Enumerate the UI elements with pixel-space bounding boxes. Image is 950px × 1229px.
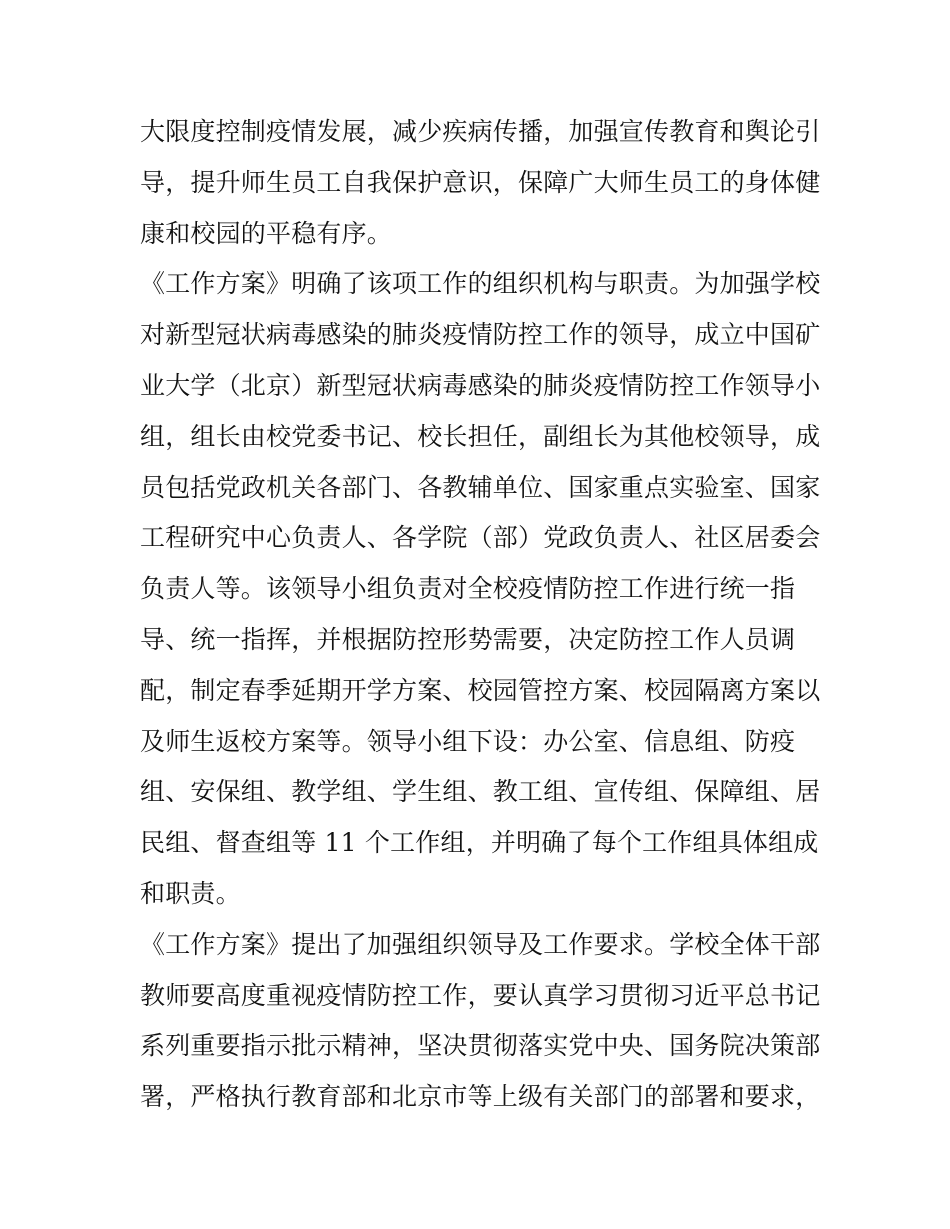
text-line: 和职责。 (140, 878, 241, 908)
text-line: 组、安保组、教学组、学生组、教工组、宣传组、保障组、居 (140, 777, 821, 807)
text-line: 业大学（北京）新型冠状病毒感染的肺炎疫情防控工作领导小 (140, 370, 821, 400)
text-line: 对新型冠状病毒感染的肺炎疫情防控工作的领导，成立中国矿 (140, 320, 821, 350)
text-line: 康和校园的平稳有序。 (140, 218, 393, 248)
text-line: 《工作方案》明确了该项工作的组织机构与职责。为加强学校 (140, 269, 821, 299)
text-line: 配，制定春季延期开学方案、校园管控方案、校园隔离方案以 (140, 675, 821, 705)
text-line: 负责人等。该领导小组负责对全校疫情防控工作进行统一指 (140, 574, 796, 604)
text-line: 组，组长由校党委书记、校长担任，副组长为其他校领导，成 (140, 421, 821, 451)
text-line: 导，提升师生员工自我保护意识，保障广大师生员工的身体健 (140, 167, 821, 197)
text-line: 员包括党政机关各部门、各教辅单位、国家重点实验室、国家 (140, 472, 821, 502)
text-line: 《工作方案》提出了加强组织领导及工作要求。学校全体干部 (140, 929, 821, 959)
text-line: 大限度控制疫情发展，减少疾病传播，加强宣传教育和舆论引 (140, 117, 821, 146)
text-line: 署，严格执行教育部和北京市等上级有关部门的部署和要求， (140, 1082, 821, 1112)
text-line: 系列重要指示批示精神，坚决贯彻落实党中央、国务院决策部 (140, 1031, 821, 1061)
text-line: 民组、督查组等 11 个工作组，并明确了每个工作组具体组成 (140, 828, 819, 858)
text-line: 工程研究中心负责人、各学院（部）党政负责人、社区居委会 (140, 523, 821, 553)
text-line: 教师要高度重视疫情防控工作，要认真学习贯彻习近平总书记 (140, 980, 821, 1010)
text-line: 及师生返校方案等。领导小组下设：办公室、信息组、防疫 (140, 726, 796, 756)
text-line: 导、统一指挥，并根据防控形势需要，决定防控工作人员调 (140, 624, 796, 654)
body-text (140, 107, 820, 1123)
